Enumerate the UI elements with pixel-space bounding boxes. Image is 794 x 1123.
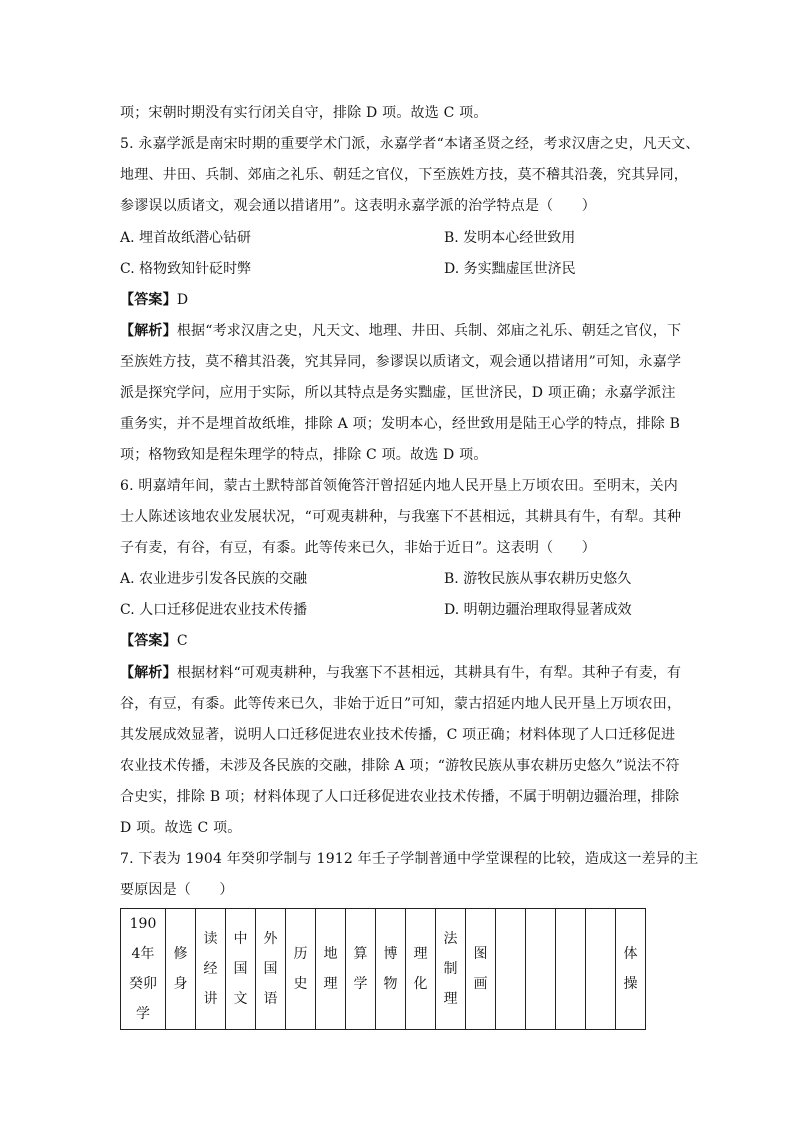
question-6-stem: 6. 明嘉靖年间，蒙古土默特部首领俺答汗曾招延内地人民开垦上万顷农田。至明末，关内: [120, 478, 679, 494]
table-cell: 法制理: [436, 909, 466, 1030]
question-6-stem: 子有麦，有谷，有豆，有黍。此等传来已久，非始于近日”。这表明（ ）: [120, 540, 596, 556]
table-cell: 理化: [406, 909, 436, 1030]
option-a: A. 埋首故纸潜心钻研: [120, 230, 252, 246]
table-cell: [526, 909, 556, 1030]
option-d: D. 务实黜虚匡世济民: [444, 261, 576, 277]
option-a: A. 农业进步引发各民族的交融: [120, 571, 308, 587]
table-cell: 算学: [346, 909, 376, 1030]
option-b: B. 发明本心经世致用: [444, 230, 576, 246]
table-cell: 地理: [316, 909, 346, 1030]
analysis-text: 重务实，并不是埋首故纸堆，排除 A 项；发明本心，经世致用是陆王心学的特点，排除 B: [120, 416, 681, 432]
question-7-stem: 7. 下表为 1904 年癸卯学制与 1912 年壬子学制普通中学堂课程的比较，造成这一差异的主: [120, 851, 699, 867]
table-cell: 外国语: [256, 909, 286, 1030]
option-c: C. 格物致知针砭时弊: [120, 261, 252, 277]
option-b: B. 游牧民族从事农耕历史悠久: [444, 571, 632, 587]
analysis-text: D 项。故选 C 项。: [120, 820, 242, 836]
question-5-stem: 参谬误以质诸文，观会通以措诸用”。这表明永嘉学派的治学特点是（ ）: [120, 198, 596, 214]
answer-value: D: [176, 292, 189, 308]
analysis-text: 根据“考求汉唐之史，凡天文、地理、井田、兵制、郊庙之礼乐、朝廷之官仪，下: [176, 323, 682, 339]
question-6-options-row: [120, 569, 680, 589]
table-cell: 历史: [286, 909, 316, 1030]
analysis-text: 派是探究学问，应用于实际，所以其特点是务实黜虚，匡世济民，D 项正确；永嘉学派注: [120, 385, 676, 401]
table-cell: [496, 909, 526, 1030]
analysis-line: [120, 663, 680, 683]
table-cell: 读经讲: [196, 909, 226, 1030]
answer-value: C: [176, 633, 188, 649]
analysis-text: 至族姓方技，莫不稽其沿袭，究其异同，参谬误以质诸文，观会通以措诸用”可知，永嘉学: [120, 354, 682, 370]
question-5-stem: 5. 永嘉学派是南宋时期的重要学术门派，永嘉学者“本诸圣贤之经，考求汉唐之史，凡天文、: [120, 136, 700, 152]
analysis-text: 合史实，排除 B 项；材料体现了人口迁移促进农业技术传播，不属于明朝边疆治理，排除: [120, 789, 680, 805]
question-7-stem: 要原因是（ ）: [120, 882, 234, 898]
table-cell: 博物: [376, 909, 406, 1030]
analysis-tag: 【解析】: [120, 323, 177, 339]
answer-line: [120, 631, 680, 651]
table-cell: [556, 909, 586, 1030]
table-cell: 1904年癸卯学: [121, 909, 166, 1030]
analysis-tag: 【解析】: [120, 665, 177, 681]
table-row: [121, 909, 646, 1030]
answer-tag: 【答案】: [120, 633, 177, 649]
question-6-options-row: [120, 600, 680, 620]
answer-line: [120, 290, 680, 310]
text-line: 项；宋朝时期没有实行闭关自守，排除 D 项。故选 C 项。: [120, 105, 488, 121]
analysis-text: 项；格物致知是程朱理学的特点，排除 C 项。故选 D 项。: [120, 447, 488, 463]
table-cell: [586, 909, 616, 1030]
question-6-stem: 士人陈述该地农业发展状况，“可观夷耕种，与我塞下不甚相远，其耕具有牛，有犁。其种: [120, 509, 682, 525]
analysis-text: 农业技术传播，未涉及各民族的交融，排除 A 项；“游牧民族从事农耕历史悠久”说法不符: [120, 758, 680, 774]
table-cell: 修身: [166, 909, 196, 1030]
analysis-text: 其发展成效显著，说明人口迁移促进农业技术传播，C 项正确；材料体现了人口迁移促进: [120, 727, 676, 743]
analysis-text: 谷，有豆，有黍。此等传来已久，非始于近日”可知，蒙古招延内地人民开垦上万顷农田，: [120, 696, 682, 712]
option-c: C. 人口迁移促进农业技术传播: [120, 602, 308, 618]
question-5-options-row: [120, 228, 680, 248]
answer-tag: 【答案】: [120, 292, 177, 308]
analysis-text: 根据材料“可观夷耕种，与我塞下不甚相远，其耕具有牛，有犁。其种子有麦，有: [176, 665, 682, 681]
analysis-line: [120, 321, 680, 341]
table-cell: 图画: [466, 909, 496, 1030]
option-d: D. 明朝边疆治理取得显著成效: [444, 602, 632, 618]
table-cell: 中国文: [226, 909, 256, 1030]
table-cell: 体操: [616, 909, 646, 1030]
question-5-stem: 地理、井田、兵制、郊庙之礼乐、朝廷之官仪，下至族姓方技，莫不稽其沿袭，究其异同，: [120, 167, 688, 183]
curriculum-table: [120, 908, 646, 1030]
question-5-options-row: [120, 259, 680, 279]
